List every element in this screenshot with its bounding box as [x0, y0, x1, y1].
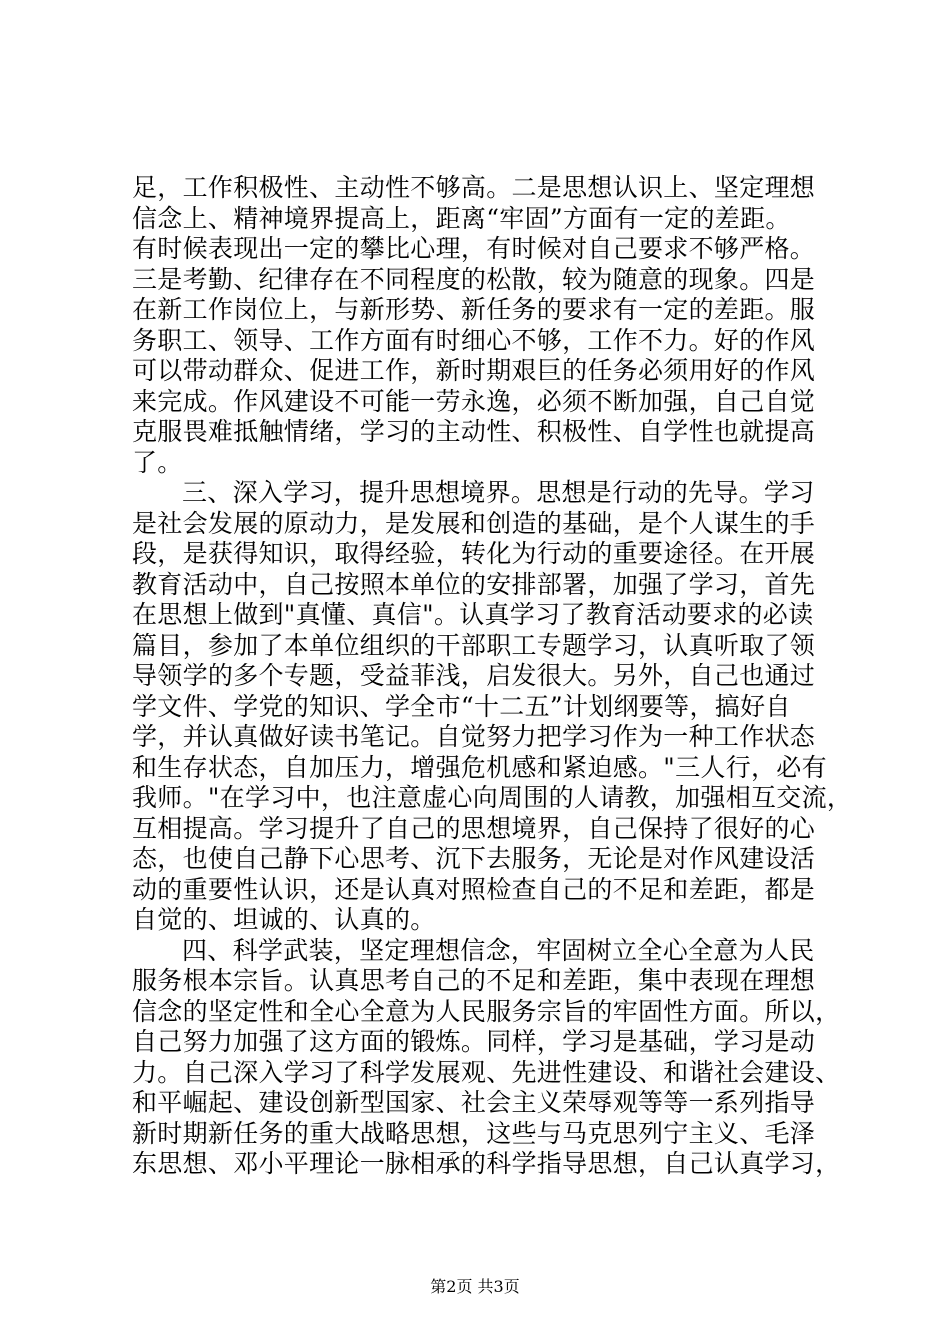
- text-line: 了。: [132, 447, 183, 477]
- text-line: 服务根本宗旨。认真思考自己的不足和差距，集中表现在理想: [132, 966, 816, 995]
- text-line: 教育活动中，自己按照本单位的安排部署，加强了学习，首先: [132, 569, 816, 599]
- page-number-footer: 第2页 共3页: [430, 1277, 520, 1296]
- text-line: 有时候表现出一定的攀比心理，有时候对自己要求不够严格。: [132, 234, 816, 263]
- text-line: 导领学的多个专题，受益菲浅，启发很大。另外，自己也通过: [132, 661, 816, 690]
- text-line: 是社会发展的原动力，是发展和创造的基础，是个人谋生的手: [132, 508, 816, 538]
- text-line: 自己努力加强了这方面的锻炼。同样，学习是基础，学习是动: [132, 1027, 816, 1056]
- text-line: 学，并认真做好读书笔记。自觉努力把学习作为一种工作状态: [132, 722, 816, 751]
- text-line: 和生存状态，自加压力，增强危机感和紧迫感。"三人行，必有: [132, 752, 827, 782]
- text-line: 信念上、精神境界提高上，距离“牢固”方面有一定的差距。: [132, 203, 791, 233]
- text-line: 来完成。作风建设不可能一劳永逸，必须不断加强，自己自觉: [132, 386, 816, 416]
- text-line: 互相提高。学习提升了自己的思想境界，自己保持了很好的心: [132, 813, 816, 843]
- text-line: 我师。"在学习中，也注意虚心向周围的人请教，加强相互交流，: [132, 783, 853, 812]
- text-line: 态，也使自己静下心思考、沉下去服务，无论是对作风建设活: [132, 844, 816, 873]
- document-body: [132, 173, 853, 1180]
- text-line: 力。自己深入学习了科学发展观、先进性建设、和谐社会建设、: [132, 1057, 841, 1087]
- text-line: 和平崛起、建设创新型国家、社会主义荣辱观等等一系列指导: [132, 1088, 816, 1117]
- text-line: 务职工、领导、工作方面有时细心不够，工作不力。好的作风: [132, 325, 816, 355]
- text-line: 学文件、学党的知识、学全市“十二五”计划纲要等，搞好自: [132, 691, 791, 721]
- text-line: 三是考勤、纪律存在不同程度的松散，较为随意的现象。四是: [132, 264, 816, 294]
- paragraph-heading-line: 三、深入学习，提升思想境界。思想是行动的先导。学习: [182, 478, 815, 507]
- text-line: 足，工作积极性、主动性不够高。二是思想认识上、坚定理想: [132, 173, 816, 202]
- text-line: 在新工作岗位上，与新形势、新任务的要求有一定的差距。服: [132, 295, 816, 324]
- paragraph-heading-line: 四、科学武装，坚定理想信念，牢固树立全心全意为人民: [182, 935, 815, 965]
- text-line: 克服畏难抵触情绪，学习的主动性、积极性、自学性也就提高: [132, 417, 816, 446]
- text-line: 篇目，参加了本单位组织的干部职工专题学习，认真听取了领: [132, 630, 816, 660]
- text-line: 东思想、邓小平理论一脉相承的科学指导思想，自己认真学习，: [132, 1149, 841, 1178]
- text-line: 段，是获得知识，取得经验，转化为行动的重要途径。在开展: [132, 539, 816, 568]
- text-line: 信念的坚定性和全心全意为人民服务宗旨的牢固性方面。所以，: [132, 996, 841, 1026]
- text-line: 自觉的、坦诚的、认真的。: [132, 905, 436, 934]
- text-line: 在思想上做到"真懂、真信"。认真学习了教育活动要求的必读: [132, 600, 814, 629]
- text-line: 新时期新任务的重大战略思想，这些与马克思列宁主义、毛泽: [132, 1118, 816, 1148]
- text-line: 可以带动群众、促进工作，新时期艰巨的任务必须用好的作风: [132, 356, 816, 385]
- text-line: 动的重要性认识，还是认真对照检查自己的不足和差距，都是: [132, 874, 816, 904]
